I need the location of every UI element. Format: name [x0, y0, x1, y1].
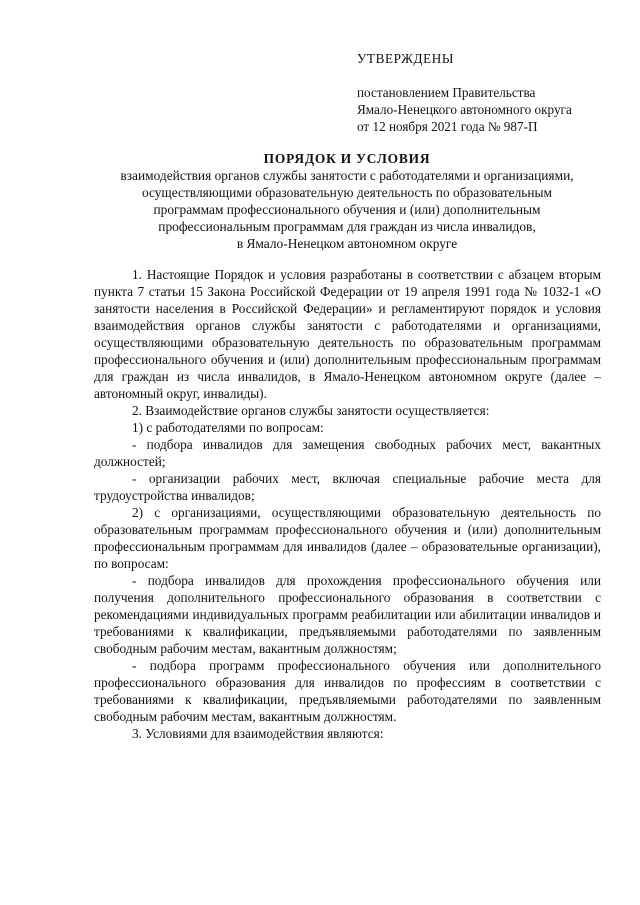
- paragraph-2-item-1: 1) с работодателями по вопросам:: [132, 420, 324, 435]
- document-body: [94, 266, 601, 742]
- approval-block: [357, 50, 572, 135]
- subtitle-line-1: взаимодействия органов службы занятости с работодателями и организациями,: [120, 168, 574, 183]
- subtitle-line-2: осуществляющими образовательную деятельность по образовательным: [141, 185, 553, 200]
- paragraph-2-item-2-bullet-1: - подбора инвалидов для прохождения профессионального обучения или получения дополнительного профессионального образования в соответствии с рекомендациями индивидуальных программ реабилитации или абилитации инвалидов и требованиями к квалификации, предъявляемыми работодателями по заявленным свободным рабочим местам, вакантным должностям;: [94, 573, 601, 656]
- paragraph-2-item-1-bullet-2: - организации рабочих мест, включая специальные рабочие места для трудоустройства инвалидов;: [94, 471, 601, 503]
- subtitle-line-3: программам профессионального обучения и (или) дополнительным: [153, 202, 541, 217]
- paragraph-2-item-2-bullet-2: - подбора программ профессионального обучения или дополнительного профессионального образования для инвалидов по профессиям в соответствии с требованиями к квалификации, предъявляемыми работодателями по заявленным свободным рабочим местам, вакантным должностям.: [94, 658, 601, 724]
- approval-line-3: от 12 ноября 2021 года № 987-П: [357, 119, 538, 134]
- paragraph-3: 3. Условиями для взаимодействия являются:: [132, 726, 384, 741]
- subtitle-line-5: в Ямало-Ненецком автономном округе: [236, 236, 458, 251]
- paragraph-2-item-2: 2) с организациями, осуществляющими образовательную деятельность по образовательным программам профессионального обучения и (или) дополнительным профессиональным программам для инвалидов (далее – образовательные организации), по вопросам:: [94, 505, 601, 571]
- approval-line-2: Ямало-Ненецкого автономного округа: [357, 102, 572, 117]
- paragraph-2: 2. Взаимодействие органов службы занятости осуществляется:: [132, 403, 490, 418]
- document-heading: ПОРЯДОК И УСЛОВИЯ: [263, 151, 431, 166]
- document-title-block: [88, 150, 606, 252]
- paragraph-1: 1. Настоящие Порядок и условия разработаны в соответствии с абзацем вторым пункта 7 статьи 15 Закона Российской Федерации от 19 апреля 1991 года № 1032-1 «О занятости населения в Российской Федерации» и регламентируют порядок и условия взаимодействия органов службы занятости с работодателями и организациями, осуществляющими образовательную деятельность по образовательным программам профессионального обучения и (или) дополнительным профессиональным программам для граждан из числа инвалидов, в Ямало-Ненецком автономном округе (далее – автономный округ, инвалиды).: [94, 267, 601, 401]
- subtitle-line-4: профессиональным программам для граждан из числа инвалидов,: [158, 219, 536, 234]
- approval-line-1: постановлением Правительства: [357, 85, 536, 100]
- approval-stamp-word: УТВЕРЖДЕНЫ: [357, 51, 455, 66]
- paragraph-2-item-1-bullet-1: - подбора инвалидов для замещения свободных рабочих мест, вакантных должностей;: [94, 437, 601, 469]
